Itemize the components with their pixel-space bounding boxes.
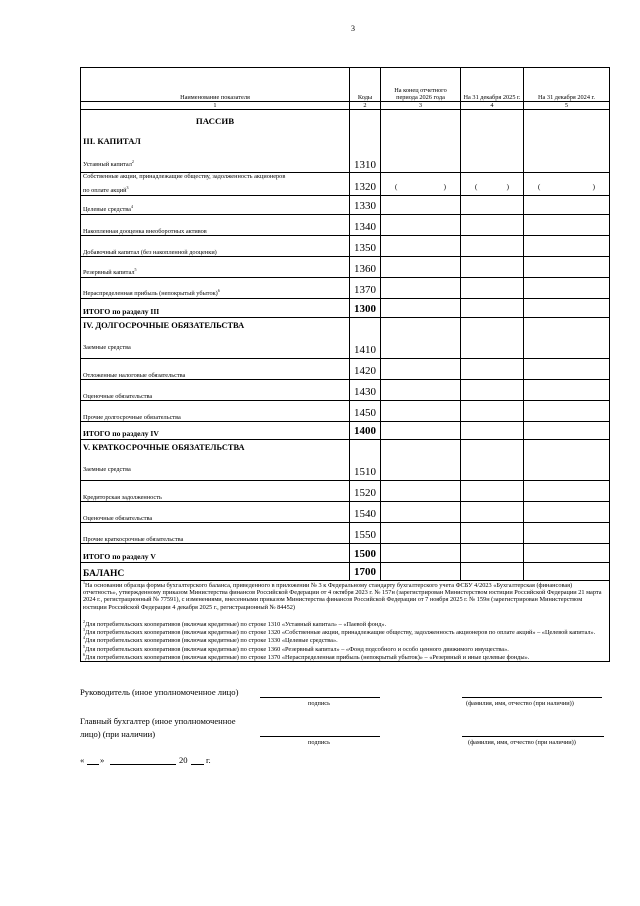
row-code-1430: 1430	[350, 379, 381, 400]
row-label-1510: Заемные средства	[83, 466, 131, 474]
accountant-label-line2: лицо) (при наличии)	[80, 729, 156, 739]
accountant-fio-line[interactable]	[462, 736, 604, 737]
date-quote-open: «	[80, 755, 85, 765]
row-label-1310: Уставный капитал$^2$	[83, 159, 134, 169]
footnote-3: $^3$Для потребительских кооперативов (включая кредитные) по строке 1320 «Собственные акции, принадлежащие обществу, задолженность акционеров по оплате акций» – «Целевой капитал».	[83, 627, 596, 637]
row-label-1350: Добавочный капитал (без накопленной дооценки)	[81, 235, 350, 256]
row-code-1360: 1360	[350, 256, 381, 277]
row-code-1520: 1520	[350, 480, 381, 501]
cell-1320-col5: ( )	[524, 173, 610, 196]
row-code-1350: 1350	[350, 235, 381, 256]
accountant-signature-caption: подпись	[308, 739, 330, 746]
table-row	[81, 235, 610, 256]
row-code-1370: 1370	[350, 277, 381, 298]
colnum-5: 5	[524, 102, 610, 110]
row-label-1400: ИТОГО по разделу IV	[81, 421, 350, 439]
table-row-total	[81, 543, 610, 562]
head-fio-line[interactable]	[462, 697, 602, 698]
column-numbers-row	[81, 102, 610, 110]
cell-1320-col4: ( )	[461, 173, 524, 196]
row-label-1540: Оценочные обязательства	[81, 501, 350, 522]
table-header-row	[81, 68, 610, 102]
row-code-1400: 1400	[350, 421, 381, 439]
table-row	[81, 400, 610, 421]
row-code-1320: 1320	[350, 173, 381, 196]
date-month-line[interactable]	[110, 764, 176, 765]
row-code-1540: 1540	[350, 501, 381, 522]
section-longterm-row	[81, 317, 610, 358]
row-label-1430: Оценочные обязательства	[81, 379, 350, 400]
cell-1310-col5	[524, 110, 610, 173]
colnum-3: 3	[381, 102, 461, 110]
date-year-prefix: 20	[179, 755, 188, 765]
row-code-1410: 1410	[350, 317, 381, 358]
section-capital-row	[81, 110, 610, 173]
date-year-suffix: г.	[206, 755, 211, 765]
row-code-1310: 1310	[350, 110, 381, 173]
header-col3: На конец отчетного периода 2026 года	[381, 68, 461, 102]
table-row	[81, 173, 610, 196]
colnum-2: 2	[350, 102, 381, 110]
cell-1310-col3	[381, 110, 461, 173]
footnote-6: $^6$Для потребительских кооперативов (включая кредитные) по строке 1370 «Нераспределенная прибыль (непокрытый убыток)» – «Резервный и иные целевые фонды».	[83, 652, 530, 662]
section-3-title: III. КАПИТАЛ	[83, 136, 141, 147]
row-code-1500: 1500	[350, 543, 381, 562]
head-signature-line[interactable]	[260, 697, 380, 698]
table-row-balance	[81, 562, 610, 580]
date-day-line[interactable]	[87, 764, 99, 765]
table-row	[81, 501, 610, 522]
row-code-1340: 1340	[350, 214, 381, 235]
header-col4: На 31 декабря 2025 г.	[461, 68, 524, 102]
header-code: Коды	[350, 68, 381, 102]
footnote-1: $^1$На основании образца формы бухгалтерского баланса, приведенного в приложении № 3 к Федеральному стандарту бухгалтерского учета ФСБУ 4/2023 «Бухгалтерская (финансовая) отчетность», утвержденному приказом Министерства финансов Российской Федерации от 4 октября 2023 г. № 157н (зарегистрирован Министерством юстиции Российской Федерации 21 марта 2024 г., регистрационный № 77591), с изменениями, внесенными приказом Министерства финансов Российской Федерации от 7 ноября 2025 г. № 159н (зарегистрирован Министерством юстиции Российской Федерации 4 декабря 2025 г., регистрационный № 84452)	[83, 579, 602, 611]
row-label-1450: Прочие долгосрочные обязательства	[81, 400, 350, 421]
row-code-1510: 1510	[350, 439, 381, 480]
row-code-1300: 1300	[350, 298, 381, 317]
table-row	[81, 195, 610, 214]
row-code-1330: 1330	[350, 195, 381, 214]
row-code-1450: 1450	[350, 400, 381, 421]
cell-1320-col3: ( )	[381, 173, 461, 196]
table-row	[81, 379, 610, 400]
row-label-1420: Отложенные налоговые обязательства	[81, 358, 350, 379]
table-row-total	[81, 298, 610, 317]
footnote-2: $^2$Для потребительских кооперативов (включая кредитные) по строке 1310 «Уставный капитал» – «Паевой фонд».	[83, 618, 387, 628]
head-signature-caption: подпись	[308, 700, 330, 707]
table-row	[81, 522, 610, 543]
row-label-1500: ИТОГО по разделу V	[81, 543, 350, 562]
row-code-1700: 1700	[350, 562, 381, 580]
head-signature-label: Руководитель (иное уполномоченное лицо)	[80, 687, 239, 697]
section-4-title: IV. ДОЛГОСРОЧНЫЕ ОБЯЗАТЕЛЬСТВА	[83, 320, 245, 330]
table-row	[81, 214, 610, 235]
row-label-1360: Резервный капитал$^5$	[81, 256, 350, 277]
row-code-1420: 1420	[350, 358, 381, 379]
section-shortterm-row	[81, 439, 610, 480]
row-label-1410: Заемные средства	[83, 344, 131, 352]
date-quote-close: »	[100, 755, 105, 765]
accountant-signature-line[interactable]	[260, 736, 380, 737]
row-label-1550: Прочие краткосрочные обязательства	[81, 522, 350, 543]
row-label-1340: Накопленная дооценка внеоборотных активов	[81, 214, 350, 235]
table-row-total	[81, 421, 610, 439]
accountant-label-line1: Главный бухгалтер (иное уполномоченное	[80, 716, 236, 726]
footnote-4: $^4$Для потребительских кооперативов (включая кредитные) по строке 1330 «Целевые средства».	[83, 635, 338, 645]
header-col5: На 31 декабря 2024 г.	[524, 68, 610, 102]
row-label-1330: Целевые средства$^4$	[81, 195, 350, 214]
accountant-fio-caption: (фамилия, имя, отчество (при наличии))	[468, 739, 576, 746]
footnote-5: $^5$Для потребительских кооперативов (включая кредитные) по строке 1360 «Резервный капитал» – «Фонд подсобного и особо ценного движимого имущества».	[83, 643, 509, 653]
head-fio-caption: (фамилия, имя, отчество (при наличии))	[466, 700, 574, 707]
colnum-1: 1	[81, 102, 350, 110]
table-row	[81, 277, 610, 298]
date-year-line[interactable]	[191, 764, 204, 765]
table-row	[81, 358, 610, 379]
row-label-1700: БАЛАНС	[81, 562, 350, 580]
footnotes-row	[81, 580, 610, 662]
row-label-1520: Кредиторская задолженность	[81, 480, 350, 501]
balance-sheet-table	[80, 67, 610, 662]
colnum-4: 4	[461, 102, 524, 110]
row-label-1300: ИТОГО по разделу III	[81, 298, 350, 317]
section-5-title: V. КРАТКОСРОЧНЫЕ ОБЯЗАТЕЛЬСТВА	[83, 442, 245, 452]
header-name: Наименование показателя	[81, 68, 350, 102]
cell-1310-col4	[461, 110, 524, 173]
row-label-1320: Собственные акции, принадлежащие обществу, задолженность акционеров по оплате акций$^3$	[81, 173, 350, 196]
page-number: 3	[351, 24, 355, 33]
table-row	[81, 256, 610, 277]
table-row	[81, 480, 610, 501]
passive-title: ПАССИВ	[195, 116, 235, 127]
row-label-1370: Нераспределенная прибыль (непокрытый убыток)$^6$	[81, 277, 350, 298]
row-code-1550: 1550	[350, 522, 381, 543]
